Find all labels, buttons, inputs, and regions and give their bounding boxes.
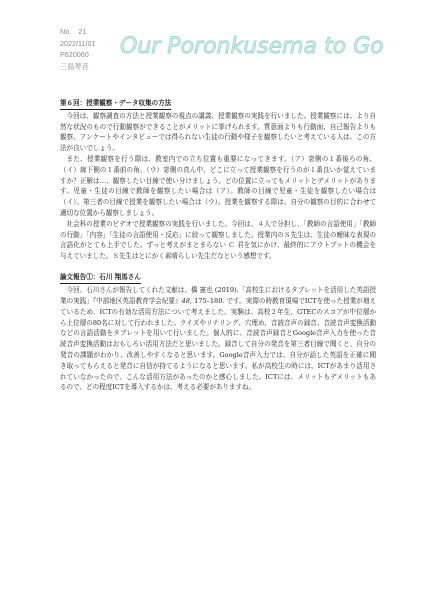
section-title-paper-report: 論文報告①：石川 翔馬さん (60, 272, 141, 284)
section-title-class-observation: 第６回：授業観察・データ収集の方法 (60, 98, 171, 110)
paragraph: 今回は、観察調査の方法と授業観察の視点の講義、授業観察の実践を行いました。授業観察には、より自然な状況のもので行動観察ができることがメリットに挙げられます。質意面よりも行動面、自己報告よりも観察、アンケートやインタビューでは得られない生徒の行動や様子を観察したいと考えている人は、この方法が良いでしょう。 (60, 111, 376, 153)
paragraph: また、授業観察を行う際は、教室内での立ち位置も重要になってきます。（ア）窓側の１番後ろの角、（イ）廊下側の１番前の角、（ウ）窓側の真ん中、どこに立って授業観察を行うのが１番良いか覚えていますか？正解は…、観察したい目線で使い分けましょう。どの位置に立ってもメリットとデメリットがあります。児童・生徒の目線で教師を観察したい場合は（ア）。教師の目線で児童・生徒を観察したい場合は（イ）。第三者の目線で授業を観察したい場合は（ウ）。授業を観察する際は、自分の観察の目的に合わせて適切な位置から観察しましょう。 (60, 154, 376, 217)
author-name: 三島琴音 (60, 61, 89, 71)
section-spacer (60, 262, 376, 273)
report-date: 2022/11/01 (60, 38, 96, 48)
header-meta (60, 26, 95, 72)
report-body (60, 98, 376, 393)
report-number: No. 21 (60, 27, 87, 36)
course-logo (118, 26, 384, 62)
logo-text: Our Poronkusema to Go (120, 34, 384, 59)
paragraph-rest: , 175–180. です。実際の時教育現場でICTを使った授業が増えているため、ICTの有効な活用方法について考えました。実験は、高校２年生、GTECのスコアが中位層から上位層の80名に対して行われました。クイズやリテリング、穴埋め、音読音声の録音、音読音声変換活動などの言語活動をタブレットを用いて行いました。個人的に、音読音声録音とGoogle音声入力を使った音読音声変換活動はおもしろい活用方法だと思いました。録音して自分の発音を第三者目線で聞くと、自分の発音の課題がわかり、改善しやすくなると思います。Google音声入力では、自分が話した英語を正確に聞き取ってもらえると発音に自信が持てるようになると思います。私が高校生の時には、ICTがあまり活用されていなかったので、こんな活用方法があったのかと感心しました。ICTには、メリットもデメリットもあるので、どの程度ICTを導入するかは、考える必要がありますね。 (60, 297, 376, 392)
student-id: P620060 (60, 50, 89, 59)
paragraph (60, 285, 376, 393)
paragraph-lead: 今回、石川さんが報告してくれた文献は、橋 憲也 (2019).「高校生におけるタブレットを活用した英語授業の実践」『中部地区英語教育学会紀要』 (60, 286, 376, 306)
journal-volume: 48 (181, 297, 190, 306)
paragraph: 社会科の授業のビデオで授業観察の実践を行いました。今回は、４人で分担し、「教師の言語使用」「教師の行動」「内容」「生徒の言語使用・反応」に絞って観察しました。授業内のＳ先生は、生徒の曖昧な表現の言語化がとても上手でした。ずっと考えがまとまらない Ｃ 君を気にかけ、最終的にアウトプットの機会を与えていました。Ｓ先生はとにかく素晴らしい先生だなという感想です。 (60, 219, 376, 261)
